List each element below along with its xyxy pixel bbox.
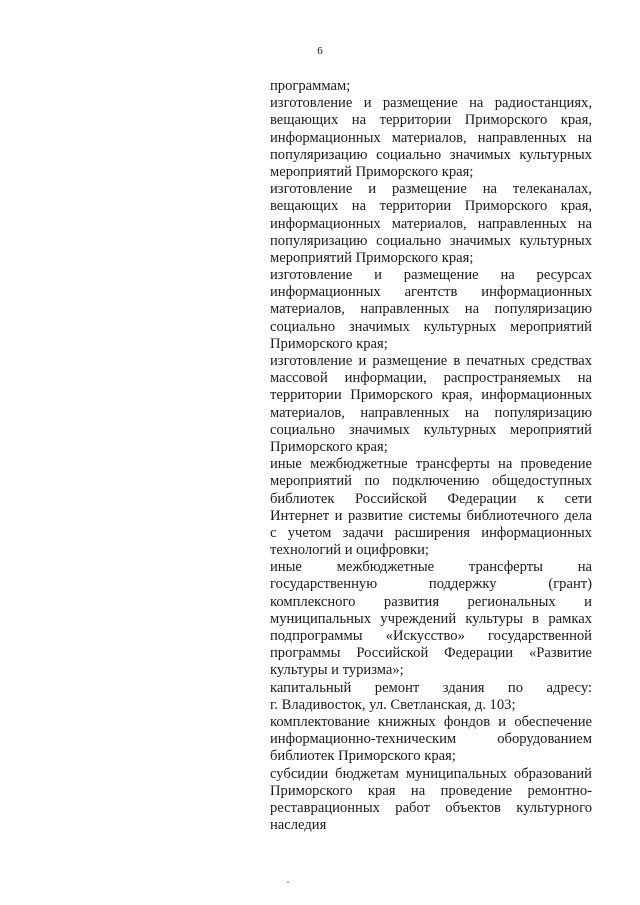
- text-line: материалов, направленных на популяризацию: [270, 404, 592, 421]
- paragraph: [270, 766, 592, 835]
- text-line: информационных материалов, направленных на: [270, 215, 592, 232]
- text-line: муниципальных учреждений культуры в рамках: [270, 610, 592, 627]
- text-line: реставрационных работ объектов культурного: [270, 799, 592, 816]
- text-line: изготовление и размещение в печатных средствах: [270, 353, 592, 369]
- text-line: мероприятий Приморского края;: [270, 249, 474, 266]
- text-line: вещающих на территории Приморского края,: [270, 198, 592, 215]
- text-line: мероприятий по подключению общедоступных: [270, 473, 592, 490]
- text-line: информационно-техническим оборудованием: [270, 731, 592, 748]
- text-line: популяризацию социально значимых культурных: [270, 232, 592, 249]
- text-line: иные межбюджетные трансферты на: [270, 559, 592, 576]
- text-line: мероприятий Приморского края;: [270, 163, 474, 180]
- text-line: массовой информации, распространяемых на: [270, 370, 592, 387]
- text-line: вещающих на территории Приморского края,: [270, 112, 592, 129]
- text-line: капитальный ремонт здания по адресу:: [270, 679, 592, 696]
- text-line: комплектование книжных фондов и обеспечение: [270, 713, 592, 730]
- text-line: информационных материалов, направленных на: [270, 129, 592, 146]
- text-line: государственную поддержку (грант): [270, 576, 592, 593]
- page-number: 6: [317, 45, 323, 57]
- text-line: изготовление и размещение на телеканалах,: [270, 181, 592, 198]
- text-line: Приморского края;: [270, 438, 388, 455]
- text-line: Приморского края;: [270, 335, 388, 352]
- paragraph: [270, 559, 592, 679]
- text-line: материалов, направленных на популяризацию: [270, 301, 592, 318]
- text-line: изготовление и размещение на ресурсах: [270, 267, 592, 284]
- text-line: территории Приморского края, информационных: [270, 387, 592, 404]
- text-line: технологий и оцифровки;: [270, 542, 429, 559]
- text-line: субсидии бюджетам муниципальных образований: [270, 765, 592, 782]
- text-line: подпрограммы «Искусство» государственной: [270, 628, 592, 644]
- text-line: иные межбюджетные трансферты на проведение: [270, 456, 592, 473]
- text-line: программам;: [270, 78, 351, 94]
- paragraph: [270, 714, 592, 766]
- text-line: программы Российской Федерации «Развитие: [270, 645, 592, 662]
- text-line: г. Владивосток, ул. Светланская, д. 103;: [270, 696, 516, 713]
- text-line: социально значимых культурных мероприятий: [270, 421, 592, 438]
- paragraph: [270, 78, 592, 95]
- paragraph: [270, 95, 592, 181]
- text-line: информационных агентств информационных: [270, 284, 592, 301]
- text-line: Приморского края на проведение ремонтно-: [270, 782, 592, 799]
- document-body: [270, 78, 592, 834]
- text-line: культуры и туризма»;: [270, 662, 404, 679]
- paragraph: [270, 267, 592, 353]
- text-line: популяризацию социально значимых культурных: [270, 146, 592, 163]
- paragraph: [270, 353, 592, 456]
- text-line: библиотек Российской Федерации к сети: [270, 490, 592, 507]
- text-line: библиотек Приморского края;: [270, 748, 456, 765]
- paragraph: [270, 680, 592, 714]
- text-line: социально значимых культурных мероприятий: [270, 318, 592, 335]
- text-line: комплексного развития региональных и: [270, 593, 592, 610]
- text-line: Интернет и развитие системы библиотечного дела: [270, 507, 592, 524]
- paragraph: [270, 181, 592, 267]
- paragraph: [270, 456, 592, 559]
- scan-artifact: [287, 881, 289, 883]
- text-line: с учетом задачи расширения информационных: [270, 524, 592, 541]
- text-line: наследия: [270, 817, 327, 834]
- text-line: изготовление и размещение на радиостанциях,: [270, 95, 592, 112]
